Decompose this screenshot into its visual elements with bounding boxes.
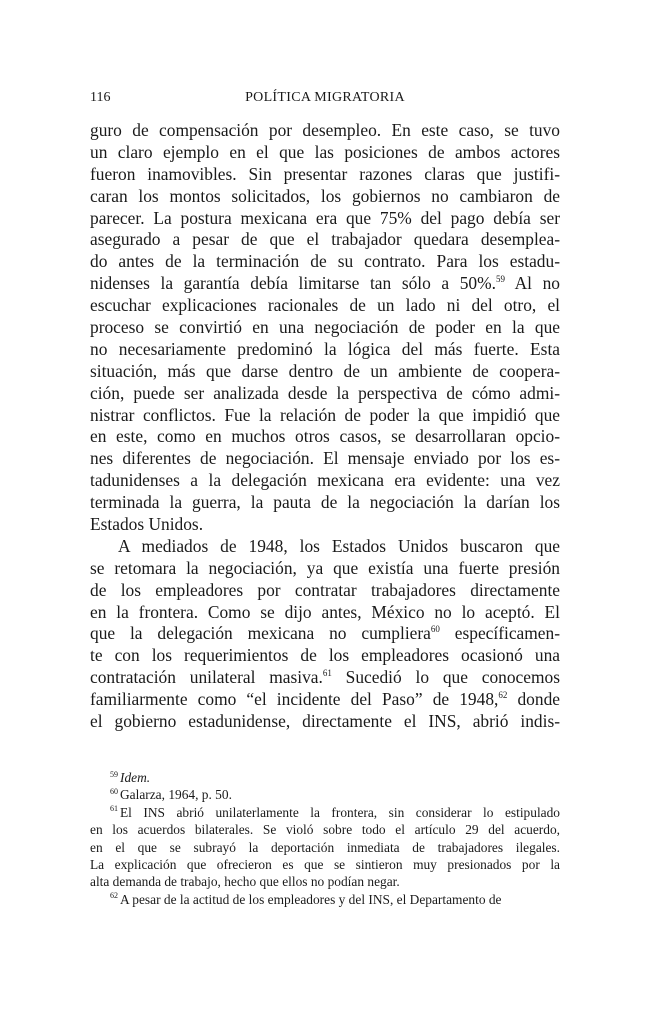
footnote-reference: 60 <box>430 624 440 635</box>
body-line: te con los requerimientos de los empleadores ocasionó una <box>90 645 560 666</box>
body-line: un claro ejemplo en el que las posiciones de ambos actores <box>90 141 560 162</box>
body-line-text: familiarmente como “el incidente del Paso” de 1948, <box>90 689 499 710</box>
body-line-text: que la delegación mexicana no cumpliera <box>90 623 431 644</box>
body-line: situación, más que darse dentro de un ambiente de coopera- <box>90 360 560 381</box>
body-line: do antes de la terminación de su contrato. Para los estadu- <box>90 251 560 272</box>
body-line <box>90 667 560 689</box>
body-line: en este, como en muchos otros casos, se desarrollaran opcio- <box>90 426 560 447</box>
body-line: proceso se convirtió en una negociación de poder en la que <box>90 317 560 338</box>
running-head: POLÍTICA MIGRATORIA <box>245 90 405 105</box>
footnotes <box>90 769 560 908</box>
body-line: A mediados de 1948, los Estados Unidos buscaron que <box>118 535 560 556</box>
body-line <box>90 689 560 711</box>
body-line-text: específicamen- <box>439 623 561 644</box>
body-line-text: Sucedió lo que conocemos <box>331 667 560 688</box>
footnote-line: en el que se subrayó la deportación inmediata de trabajadores ilegales. <box>90 839 560 855</box>
body-line: fueron inamovibles. Sin presentar razones claras que justifi- <box>90 163 560 184</box>
body-line-text: Al no <box>504 273 560 294</box>
footnote-reference: 62 <box>498 690 508 701</box>
footnote-text: Idem. <box>120 770 151 785</box>
footnote-line: La explicación que ofrecieron es que se sintieron muy presionados por la <box>90 856 560 872</box>
body-line-text: nidenses la garantía debía limitarse tan sólo a 50%. <box>90 273 496 294</box>
body-line: tadunidenses a la delegación mexicana era evidente: una vez <box>90 470 560 491</box>
body-line: en la frontera. Como se dijo antes, México no lo aceptó. El <box>90 601 560 622</box>
footnote-reference: 59 <box>495 274 505 285</box>
body-line: nistrar conflictos. Fue la relación de poder la que impidió que <box>90 404 560 425</box>
footnote-number: 60 <box>110 786 118 796</box>
body-line <box>90 623 560 645</box>
body-text <box>90 120 560 733</box>
body-line: parecer. La postura mexicana era que 75% del pago debía ser <box>90 207 560 228</box>
body-line: nes diferentes de negociación. El mensaje enviado por los es- <box>90 448 560 469</box>
footnote-reference: 61 <box>322 668 332 679</box>
footnote-number: 62 <box>110 891 118 901</box>
footnote-line: alta demanda de trabajo, hecho que ellos no podían negar. <box>90 874 400 890</box>
body-line: terminada la guerra, la pauta de la negociación la darían los <box>90 492 560 513</box>
footnote-line <box>90 804 560 821</box>
footnote-line <box>90 891 560 908</box>
footnote-text: Galarza, 1964, p. 50. <box>120 787 232 803</box>
footnote-line: en los acuerdos bilaterales. Se violó sobre todo el artículo 29 del acuerdo, <box>90 822 560 838</box>
body-line: el gobierno estadunidense, directamente el INS, abrió indis- <box>90 711 560 732</box>
body-line: de los empleadores por contratar trabajadores directamente <box>90 579 560 600</box>
footnote-text: El INS abrió unilaterlamente la frontera, sin considerar lo estipulado <box>120 804 560 820</box>
body-line: ción, puede ser analizada desde la perspectiva de cómo admi- <box>90 382 560 403</box>
footnote-number: 59 <box>110 769 118 779</box>
body-line: escuchar explicaciones racionales de un lado ni del otro, el <box>90 295 560 316</box>
page-header <box>90 87 560 109</box>
footnote-line <box>90 786 560 803</box>
body-line <box>90 273 560 295</box>
body-line: Estados Unidos. <box>90 514 204 535</box>
body-line-text: donde <box>507 689 560 710</box>
body-line: caran los montos solicitados, los gobiernos no cambiaron de <box>90 185 560 206</box>
body-line-text: contratación unilateral masiva. <box>90 667 323 688</box>
footnote-number: 61 <box>110 804 118 814</box>
page-number: 116 <box>90 90 111 105</box>
footnote-line <box>90 769 560 786</box>
body-line: se retomara la negociación, ya que existía una fuerte presión <box>90 557 560 578</box>
body-line: guro de compensación por desempleo. En este caso, se tuvo <box>90 120 560 140</box>
body-line: no necesariamente predominó la lógica del más fuerte. Esta <box>90 338 560 359</box>
footnote-text: A pesar de la actitud de los empleadores y del INS, el Departamento de <box>120 891 502 907</box>
body-line: asegurado a pesar de que el trabajador quedara desemplea- <box>90 229 560 250</box>
